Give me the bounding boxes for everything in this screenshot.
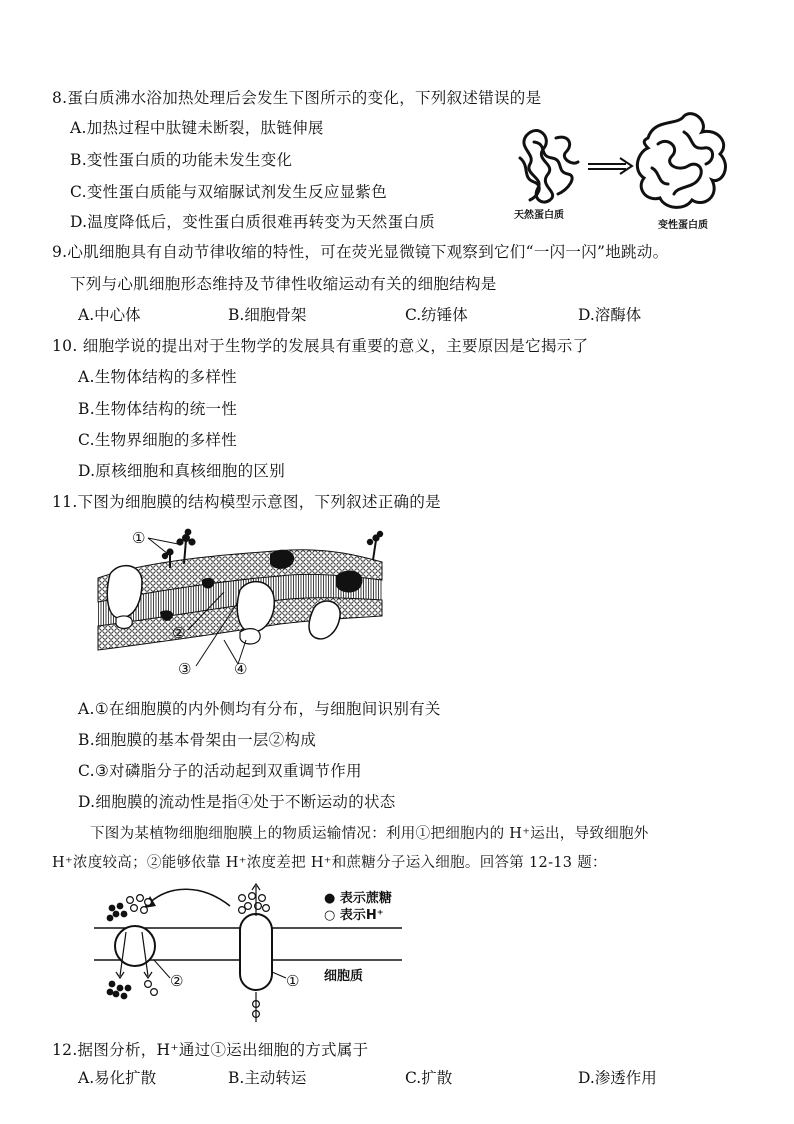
cell-membrane-figure bbox=[90, 520, 390, 680]
q12-option-c: C.扩散 bbox=[405, 1069, 453, 1087]
q12-option-a: A.易化扩散 bbox=[78, 1069, 157, 1087]
q11-option-c: C.③对磷脂分子的活动起到双重调节作用 bbox=[78, 762, 362, 780]
q9-option-a: A.中心体 bbox=[78, 306, 141, 324]
q8-option-a: A.加热过程中肽键未断裂，肽链伸展 bbox=[70, 119, 324, 137]
membrane-label-2: ② bbox=[172, 624, 186, 642]
q9-option-b: B.细胞骨架 bbox=[228, 306, 307, 324]
native-protein-label: 天然蛋白质 bbox=[514, 210, 564, 221]
q10-option-d: D.原核细胞和真核细胞的区别 bbox=[78, 462, 286, 480]
q8-option-b: B.变性蛋白质的功能未发生变化 bbox=[70, 151, 293, 169]
q11-option-d: D.细胞膜的流动性是指④处于不断运动的状态 bbox=[78, 793, 396, 811]
transport-label-2: ② bbox=[170, 972, 184, 990]
native-protein-drawing bbox=[520, 131, 578, 203]
q12-stem: 12.据图分析，H⁺通过①运出细胞的方式属于 bbox=[52, 1041, 369, 1059]
q11-stem: 11.下图为细胞膜的结构模型示意图，下列叙述正确的是 bbox=[52, 493, 441, 511]
passage-line1: 下图为某植物细胞细胞膜上的物质运输情况：利用①把细胞内的 H⁺运出，导致细胞外 bbox=[90, 826, 649, 842]
cytoplasm-label: 细胞质 bbox=[324, 969, 364, 984]
legend-sucrose: ● 表示蔗糖 bbox=[324, 891, 392, 906]
q9-stem-line1: 9.心肌细胞具有自动节律收缩的特性，可在荧光显微镜下观察到它们“一闪一闪”地跳动。 bbox=[52, 243, 669, 261]
membrane-label-1: ① bbox=[132, 529, 146, 547]
transport-figure bbox=[90, 876, 410, 1026]
q12-options bbox=[0, 1066, 794, 1088]
q12-option-b: B.主动转运 bbox=[228, 1069, 307, 1087]
q8-option-c: C.变性蛋白质能与双缩脲试剂发生反应显紫色 bbox=[70, 183, 388, 201]
transport-label-1: ① bbox=[286, 972, 300, 990]
q11-option-b: B.细胞膜的基本骨架由一层②构成 bbox=[78, 731, 317, 749]
passage-line2: H⁺浓度较高；②能够依靠 H⁺浓度差把 H⁺和蔗糖分子运入细胞。回答第 12-13 题： bbox=[52, 855, 607, 871]
q9-option-d: D.溶酶体 bbox=[578, 306, 642, 324]
membrane-label-3: ③ bbox=[178, 660, 192, 678]
q10-option-b: B.生物体结构的统一性 bbox=[78, 400, 238, 418]
q9-option-c: C.纺锤体 bbox=[405, 306, 468, 324]
q10-option-a: A.生物体结构的多样性 bbox=[78, 368, 237, 386]
q9-stem-line2: 下列与心肌细胞形态维持及节律性收缩运动有关的细胞结构是 bbox=[70, 275, 497, 293]
q11-option-a: A.①在细胞膜的内外侧均有分布，与细胞间识别有关 bbox=[78, 700, 441, 718]
denatured-protein-label: 变性蛋白质 bbox=[658, 220, 708, 231]
legend-h: ○ 表示H⁺ bbox=[324, 908, 384, 923]
q9-options bbox=[0, 303, 794, 325]
q10-stem: 10. 细胞学说的提出对于生物学的发展具有重要的意义，主要原因是它揭示了 bbox=[52, 337, 589, 355]
q12-option-d: D.渗透作用 bbox=[578, 1069, 657, 1087]
membrane-label-4: ④ bbox=[234, 660, 248, 678]
q8-stem: 8.蛋白质沸水浴加热处理后会发生下图所示的变化，下列叙述错误的是 bbox=[52, 89, 542, 107]
protein-denaturation-figure bbox=[508, 108, 738, 234]
q10-option-c: C.生物界细胞的多样性 bbox=[78, 431, 238, 449]
q8-option-d: D.温度降低后，变性蛋白质很难再转变为天然蛋白质 bbox=[70, 213, 436, 231]
denatured-protein-drawing bbox=[637, 114, 725, 208]
arrow-icon bbox=[588, 158, 632, 174]
